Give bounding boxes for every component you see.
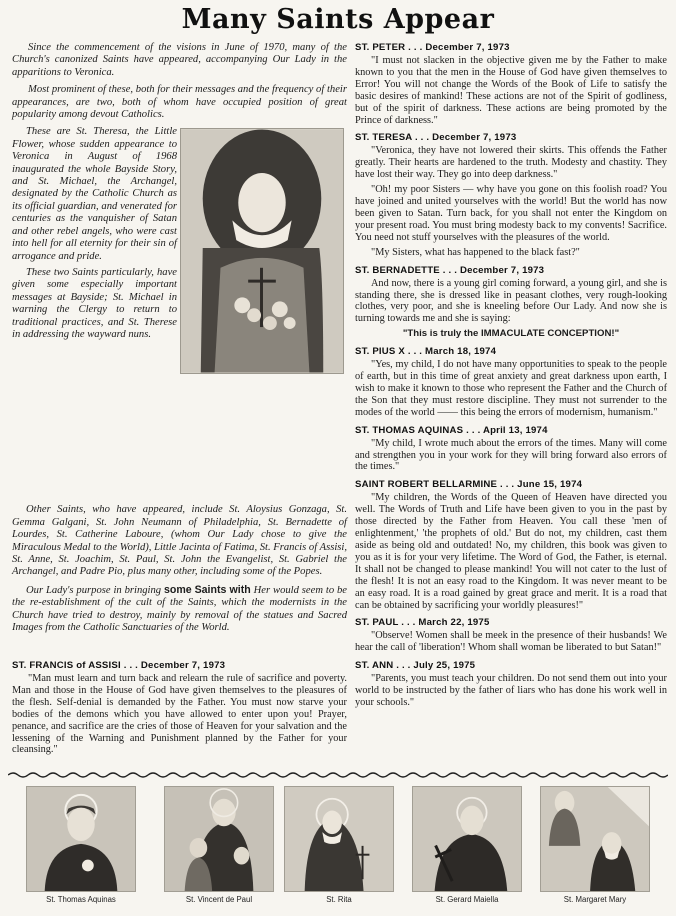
- message-heading: ST. ANN . . . July 25, 1975: [355, 660, 476, 672]
- intro: [12, 42, 347, 121]
- saint-card: [26, 786, 136, 904]
- saint-card: [540, 786, 650, 904]
- message-quote: "This is truly the IMMACULATE CONCEPTION!": [402, 328, 620, 340]
- saint-picture: [540, 786, 650, 892]
- saint-card: [284, 786, 394, 904]
- saint-picture: [164, 786, 274, 892]
- message-text: "I must not slacken in the objective given me by the Father to make known to you that the men in the House of God have given themselves to Error! You will not change the Words of the Book of Life to satisfy the basic desires of mankind! These actions are not of the Spirit of godliness, but of the spirit of darkness. These actions are being promoted by the Prince of darkness.": [355, 55, 667, 126]
- saint-picture: [26, 786, 136, 892]
- message-st-pius: [355, 346, 667, 419]
- message-heading: ST. THOMAS AQUINAS . . . April 13, 1974: [355, 424, 548, 436]
- st-theresa-portrait: [180, 128, 344, 374]
- message-text: "Yes, my child, I do not have many opportunities to speak to the people of earth, but in this time of great anxiety and great darkness upon earth, I wish to make it known to those who represent the Father and the Church of the Son that they must restore discipline. They must not surrender to the modes of the world —— this being the errors of modernism, humanism.": [355, 359, 667, 418]
- message-text: "My Sisters, what has happened to the black fast?": [371, 246, 580, 258]
- left-column: [12, 42, 347, 640]
- intro-paragraph: Since the commencement of the visions in June of 1970, many of the Church's canonized Saints have appeared, accompanying Our Lady in the apparitions to Veronica.: [12, 42, 347, 78]
- message-st-bernadette: [355, 265, 667, 341]
- message-heading: SAINT ROBERT BELLARMINE . . . June 15, 1974: [355, 479, 583, 491]
- right-column: [355, 42, 667, 715]
- message-heading: ST. FRANCIS of ASSISI . . . December 7, 1973: [12, 660, 226, 671]
- message-heading: ST. PAUL . . . March 22, 1975: [355, 617, 490, 629]
- message-heading: ST. PIUS X . . . March 18, 1974: [355, 346, 497, 358]
- purpose-text: Our Lady's purpose in bringing: [26, 584, 164, 596]
- portrait-block: [12, 126, 347, 504]
- intro-paragraph: Most prominent of these, both for their messages and the frequency of their appearances, are two, both of whom have occupied position of great popularity among devout Catholics.: [12, 84, 347, 121]
- message-st-paul: [355, 617, 667, 654]
- saint-caption: St. Rita: [326, 895, 352, 904]
- purpose-paragraph: [12, 584, 347, 635]
- saint-caption: St. Gerard Maiella: [435, 895, 499, 904]
- purpose-text: Her would seem to be the re-establishment of the cult of the Saints, which the modernists in the Church have tried to destroy, mainly by removal of the statues and Sacred Images from the Catholic Sanctuaries of the World.: [12, 584, 348, 634]
- message-st-peter: [355, 42, 667, 126]
- wavy-divider: [8, 771, 668, 779]
- message-text: "My child, I wrote much about the errors of the times. Many will come and strengthen you in your work for they will bring forward also errors of the times.": [355, 437, 667, 473]
- message-st-teresa: [355, 132, 667, 258]
- saint-card: [412, 786, 522, 904]
- message-text: "Man must learn and turn back and relearn the rule of sacrifice and poverty. Man and those in the House of God have given themselves to the pleasures of the flesh. Self-denial is demanded by the Father. You must now starve your bodies of the demons which you have allowed to enter upon you! Prayer, penance, and sacrifice are the cries of those of Heaven for your salvation and the lessening of the Warning and Punishment planned by the Father for your cleansing.": [12, 673, 347, 756]
- saint-caption: St. Margaret Mary: [563, 895, 627, 904]
- page-title: Many Saints Appear: [181, 4, 495, 35]
- message-text: "My children, the Words of the Queen of Heaven have directed you well. The Words of Truth and Life have been given to you in the past by those directed by the Father from Heaven. You call these 'men of enlightenment,' 'the prophets of old.' But do not, my children, cast them aside as being old and outdated! No, my children, this book was given to you as it is for your very lifetime. The Word of God, the Father, is eternal. It shall not be changed to please mankind! You will not cater to the lust of the flesh! It is not an easy road to the Kingdom. It was never meant to be an easy road. It is a road gained by great grace and merit. It is a road that can be obtained by sacrificing your worldly pleasures!": [355, 492, 667, 611]
- saint-caption: St. Thomas Aquinas: [46, 895, 116, 904]
- message-st-thomas-aquinas: [355, 425, 667, 474]
- st-theresa-image: [181, 129, 343, 373]
- message-heading: ST. TERESA . . . December 7, 1973: [355, 132, 517, 144]
- saint-gallery: [0, 780, 676, 916]
- purpose-bold: some: [163, 583, 192, 596]
- message-heading: ST. BERNADETTE . . . December 7, 1973: [355, 264, 545, 276]
- other-saints-paragraph: Other Saints, who have appeared, include St. Aloysius Gonzaga, St. Gemma Galgani, St. John Neumann of Philadelphia, St. Bernadette of Lourdes, St. Catherine Laboure, (whom Our Lady chose to give the Miraculous Medal to the World), Little Jacinta of Fatima, St. Francis of Assisi, St. Anne, St. Joachim, St. Paul, St. John the Evangelist, St. Gabriel the Archangel, and Padre Pio, plus many other, including some of the Popes.: [12, 504, 347, 578]
- st-vincent-de-paul-image: [165, 787, 273, 891]
- saint-picture: [412, 786, 522, 892]
- wrap-paragraph: These two Saints particularly, have given some especially important messages at Bayside; St. Michael in warning the Clergy to return to traditional practices, and St. Therese in addressing the wayward nuns.: [12, 266, 177, 340]
- st-thomas-aquinas-image: [27, 787, 135, 891]
- message-st-ann: [355, 660, 667, 709]
- other-saints: [12, 504, 347, 634]
- message-heading: ST. PETER . . . December 7, 1973: [355, 42, 510, 53]
- st-margaret-mary-image: [541, 787, 649, 891]
- saint-card: [164, 786, 274, 904]
- st-rita-image: [285, 787, 393, 891]
- message-text: "Parents, you must teach your children. Do not send them out into your world to be instructed by the father of liars who has done his work well in your schools.": [355, 673, 667, 709]
- message-st-francis: [12, 660, 347, 759]
- saint-picture: [284, 786, 394, 892]
- purpose-bold: Saints with: [194, 583, 251, 596]
- message-text: "Veronica, they have not lowered their skirts. This offends the Father greatly. Their hearts are hardened to the truth. Modesty and chastity. They have lost their way. They go into deep darkness.": [355, 145, 667, 181]
- message-text: "Oh! my poor Sisters — why have you gone on this foolish road? You have joined and united yourselves with the world! But the world has now been given to Satan. Turn back, for you shall not enter the Kingdom on your present road. You must bring modesty back to my convents! Sacrifice. You need not stuff yourselves with the pleasures of the world.: [355, 184, 667, 243]
- message-st-robert-bellarmine: [355, 479, 667, 611]
- wrap-paragraph: These are St. Theresa, the Little Flower, whose sudden appearance to Veronica in August of 1968 inaugurated the whole Bayside Story, and St. Michael, the Archangel, designated by the Catholic Church as its official guardian, and venerated for centuries as the vanquisher of Satan and other rebel angels, who were cast into hell for all eternity for their sin of arrogance and pride.: [12, 126, 177, 262]
- saint-caption: St. Vincent de Paul: [185, 895, 253, 904]
- st-gerard-maiella-image: [413, 787, 521, 891]
- message-text: And now, there is a young girl coming forward, a young girl, and she is standing there, she is dressed like in peasant clothes, very rough-looking clothes, very poor, and she is kneeling before Our Lady. And now she is turning towards me and she is saying:: [355, 277, 667, 325]
- portrait-side-text: [12, 126, 177, 345]
- message-text: "Observe! Women shall be meek in the presence of their husbands! We hear the call of 'liberation'! Whom shall woman be liberated to but Satan!": [355, 630, 667, 654]
